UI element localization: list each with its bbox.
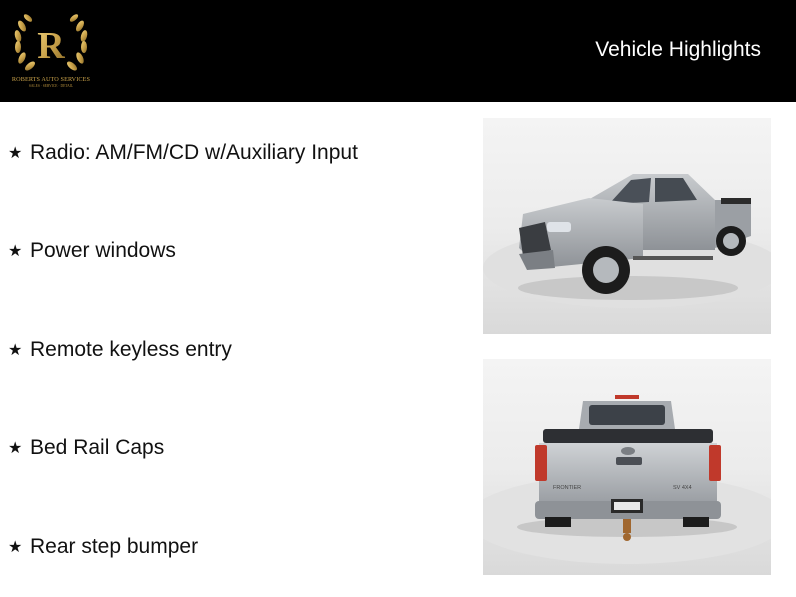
star-icon: ★	[8, 440, 23, 457]
header-bar	[0, 0, 796, 102]
logo-tagline: SALES · SERVICE · DETAIL	[28, 84, 74, 88]
list-item	[8, 236, 176, 266]
star-icon: ★	[8, 243, 23, 260]
list-item	[8, 532, 198, 562]
feature-label: Remote keyless entry	[30, 338, 232, 361]
star-icon: ★	[8, 539, 23, 556]
list-item	[8, 335, 232, 365]
svg-text:R: R	[37, 25, 65, 67]
dealer-logo[interactable]	[8, 6, 94, 94]
star-icon: ★	[8, 342, 23, 359]
badge-trim: SV 4X4	[673, 485, 692, 491]
laurel-r-logo-icon	[8, 6, 94, 78]
vehicle-photo-front[interactable]	[483, 118, 771, 334]
vehicle-photo-rear[interactable]	[483, 359, 771, 575]
feature-label: Rear step bumper	[30, 535, 199, 558]
list-item	[8, 433, 164, 463]
feature-label: Bed Rail Caps	[30, 436, 165, 459]
list-item	[8, 138, 358, 168]
feature-label: Radio: AM/FM/CD w/Auxiliary Input	[30, 141, 358, 164]
star-icon: ★	[8, 145, 23, 162]
feature-label: Power windows	[30, 239, 176, 262]
logo-company-name: ROBERTS AUTO SERVICES	[11, 76, 91, 83]
badge-frontier: FRONTIER	[553, 485, 582, 491]
feature-list	[0, 102, 470, 597]
page-title: Vehicle Highlights	[595, 38, 761, 61]
